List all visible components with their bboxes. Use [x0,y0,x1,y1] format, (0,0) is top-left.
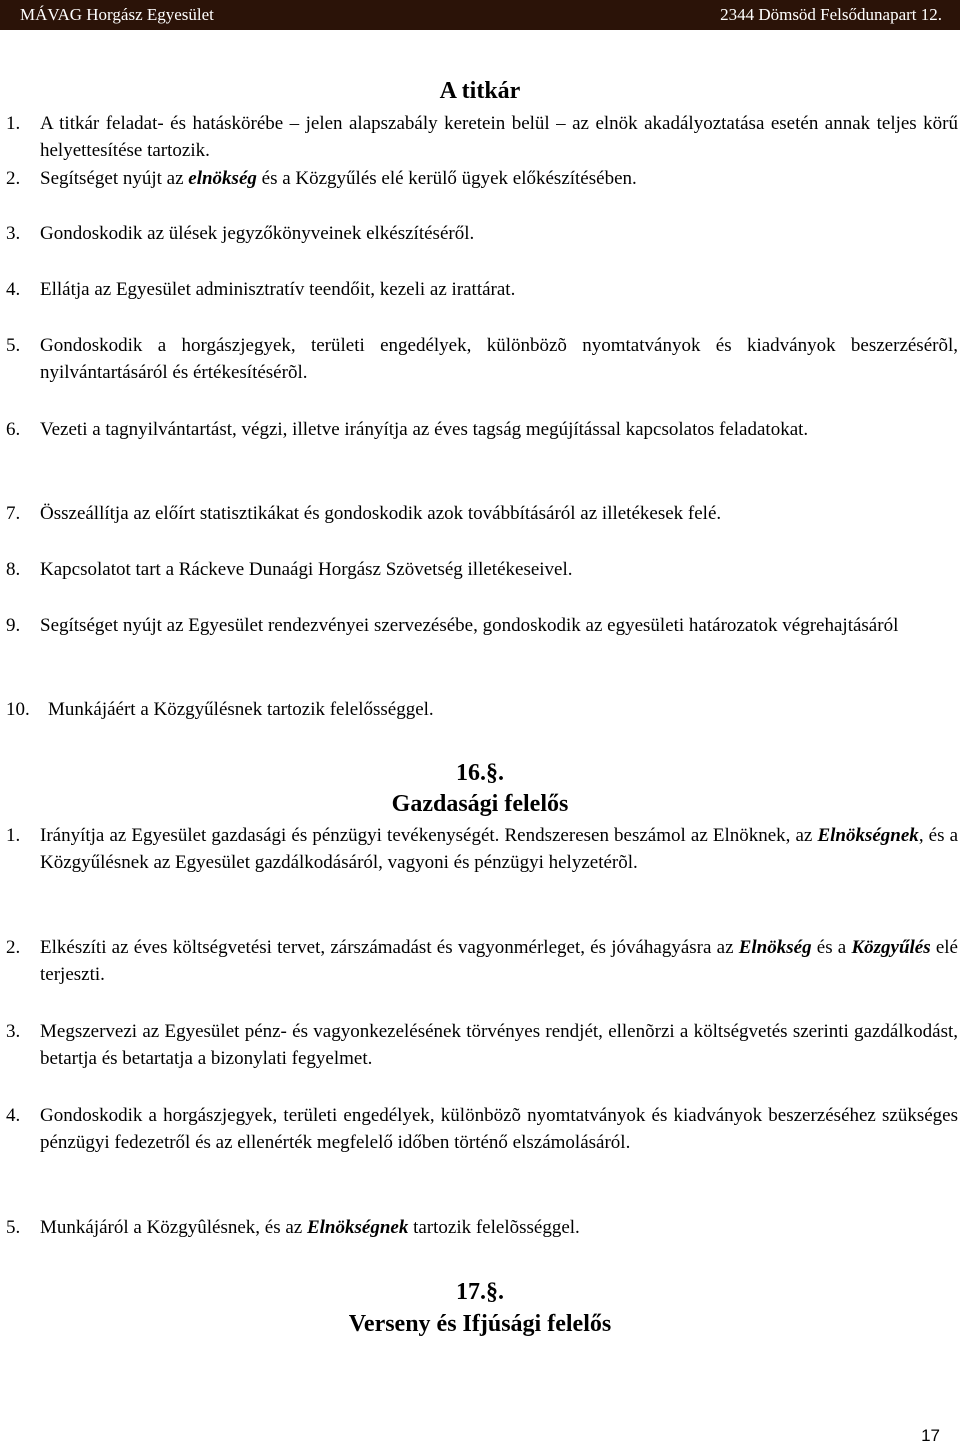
list-item [6,332,958,386]
item-text: Munkájáról a Közgyûlésnek, és az Elnökségnek tartozik felelõsséggel. [40,1217,580,1238]
heading-competition-youth-officer: Verseny és Ifjúsági felelős [348,1311,612,1337]
emphasis: Elnökség [738,937,812,958]
item-number: 6. [6,419,21,440]
item-number: 2. [6,937,21,958]
emphasis: elnökség [188,168,257,189]
item-number: 8. [6,559,21,580]
item-number: 2. [6,168,21,189]
item-number: 9. [6,615,21,636]
item-text: Gondoskodik az ülések jegyzőkönyveinek elkészítéséről. [40,223,475,244]
list-item [6,1214,958,1241]
item-number: 1. [6,113,21,134]
heading-financial-officer: Gazdasági felelős [391,791,569,817]
item-text: Ellátja az Egyesület adminisztratív teendőit, kezeli az irattárat. [40,279,516,300]
item-text: Elkészíti az éves költségvetési tervet, zárszámadást és vagyonmérleget, és jóváhagyásra az Elnökség és a Közgyűlés elé terjeszti. [40,937,958,985]
list-item [6,276,958,303]
item-text: Gondoskodik a horgászjegyek, területi engedélyek, különbözõ nyomtatványok és kiadványok beszerzésérõl, nyilvántartásáról és értékesítésérõl. [40,335,958,383]
item-text: Összeállítja az előírt statisztikákat és gondoskodik azok továbbításáról az illetékesek felé. [40,503,722,524]
item-text: Vezeti a tagnyilvántartást, végzi, illetve irányítja az éves tagság megújítással kapcsolatos feladatokat. [40,419,809,440]
item-number: 5. [6,335,21,356]
header-organization: MÁVAG Horgász Egyesület [20,5,214,24]
item-text: Munkájáért a Közgyűlésnek tartozik felelősséggel. [48,699,434,720]
item-number: 1. [6,825,21,846]
emphasis: Elnökségnek [817,825,919,846]
list-item [6,416,958,443]
list-item [6,1102,958,1156]
item-number: 7. [6,503,21,524]
item-number: 3. [6,1021,21,1042]
emphasis: Közgyűlés [851,937,931,958]
list-item [6,220,958,247]
list-item [6,165,958,192]
item-number: 10. [6,699,30,720]
section-number-17: 17.§. [456,1279,504,1305]
emphasis: Elnökségnek [306,1217,409,1238]
item-text: Segítséget nyújt az elnökség és a Közgyűlés elé kerülő ügyek előkészítésében. [40,168,637,189]
list-item [6,612,958,639]
list-item [6,934,958,988]
list-item [6,1018,958,1072]
list-item [6,556,958,583]
list-item [6,110,958,164]
heading-secretary: A titkár [439,78,521,104]
item-text: Gondoskodik a horgászjegyek, területi engedélyek, különbözõ nyomtatványok és kiadványok beszerzéséhez szükséges pénzügyi fedezetről és az ellenérték megfelelő időben történő elszámolásáról. [40,1105,958,1153]
list-item [6,696,958,723]
item-text: Kapcsolatot tart a Ráckeve Dunaági Horgász Szövetség illetékeseivel. [40,559,573,580]
item-number: 3. [6,223,21,244]
item-text: Irányítja az Egyesület gazdasági és pénzügyi tevékenységét. Rendszeresen beszámol az Elnöknek, az Elnökségnek, és a Közgyűlésnek az Egyesület gazdálkodásáról, vagyoni és pénzügyi helyzetérõl. [40,825,958,873]
section-number-16: 16.§. [456,760,504,786]
list-item [6,500,958,527]
item-number: 5. [6,1217,21,1238]
list-item [6,822,958,876]
page-header [0,0,960,30]
item-text: Segítséget nyújt az Egyesület rendezvényei szervezésébe, gondoskodik az egyesületi határozatok végrehajtásáról [40,615,899,636]
item-number: 4. [6,279,21,300]
item-text: Megszervezi az Egyesület pénz- és vagyonkezelésének törvényes rendjét, ellenõrzi a költségvetés szerinti gazdálkodást, betartja és betartatja a bizonylati fegyelmet. [40,1021,958,1069]
header-address: 2344 Dömsöd Felsődunapart 12. [720,5,942,24]
item-number: 4. [6,1105,21,1126]
item-text: A titkár feladat- és hatáskörébe – jelen alapszabály keretein belül – az elnök akadályoztatása esetén annak teljes körű helyettesítése tartozik. [40,113,958,161]
page-number: 17 [921,1426,940,1445]
